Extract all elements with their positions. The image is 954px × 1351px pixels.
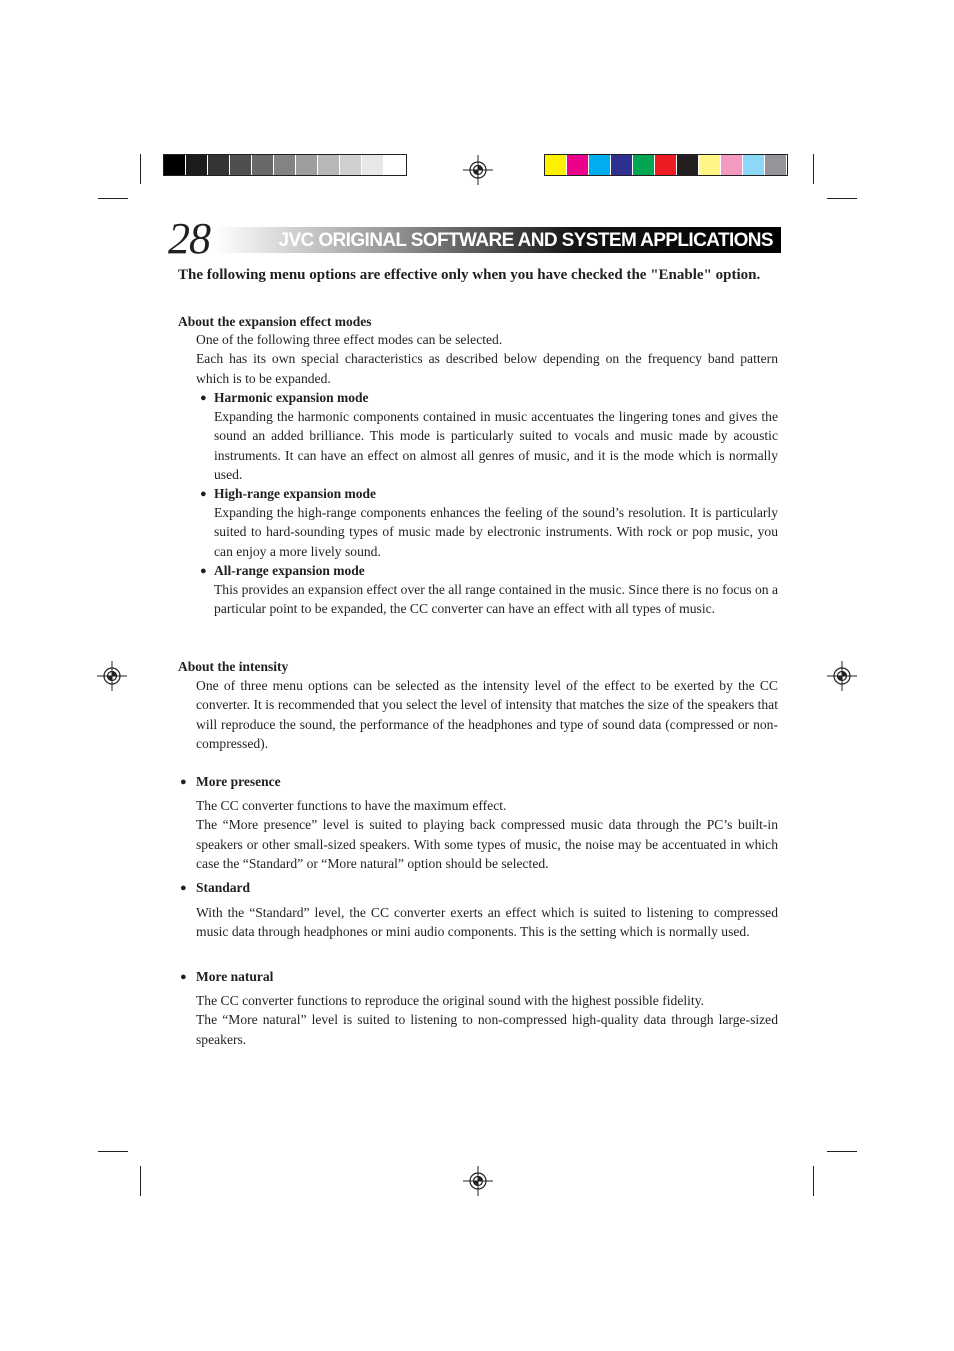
crop-mark-bottom-left-h <box>98 1151 128 1152</box>
crop-mark-bottom-left-v <box>140 1166 141 1196</box>
mode-title: All-range expansion mode <box>214 563 365 578</box>
mode-text-high-range: Expanding the high-range components enhances the feeling of the sound’s resolution. It is particularly suited to hard-sounding types of music made by electronic instruments. With rock or pop music, you can enjoy a more lively sound. <box>214 505 778 559</box>
crop-mark-top-right-v <box>813 154 814 184</box>
mode-heading-all-range <box>200 561 365 581</box>
crop-mark-top-left-h <box>98 198 128 199</box>
color-swatch <box>611 155 633 175</box>
color-swatch <box>633 155 655 175</box>
gray-swatch <box>164 155 186 175</box>
expansion-para-1: One of the following three effect modes can be selected. <box>196 332 503 347</box>
crop-mark-top-right-h <box>827 198 857 199</box>
option-line: The CC converter functions to have the maximum effect. <box>196 798 507 813</box>
color-swatch <box>567 155 589 175</box>
color-swatch <box>545 155 567 175</box>
option-line: With the “Standard” level, the CC converter exerts an effect which is suited to listening to compressed music data through headphones or mini audio components. This is the setting which is normally used. <box>196 905 778 940</box>
gray-swatch <box>252 155 274 175</box>
option-text-standard <box>196 903 778 942</box>
expansion-para-2: Each has its own special characteristics as described below depending on the frequency band pattern which is to be expanded. <box>196 351 778 386</box>
bullet-icon: ● <box>200 392 207 404</box>
option-line: The CC converter functions to reproduce the original sound with the highest possible fidelity. <box>196 993 705 1008</box>
bullet-icon: ● <box>180 971 187 983</box>
section-header-band <box>214 227 781 253</box>
mode-heading-high-range <box>200 484 376 504</box>
option-title: Standard <box>196 880 251 895</box>
mode-title: High-range expansion mode <box>214 486 377 501</box>
gray-swatch <box>340 155 362 175</box>
option-line: The “More natural” level is suited to listening to non-compressed high-quality data through large-sized speakers. <box>196 1012 778 1047</box>
bullet-icon: ● <box>200 488 207 500</box>
registration-crosshair-icon <box>97 661 127 691</box>
intensity-heading: About the intensity <box>178 659 289 674</box>
bullet-icon: ● <box>180 882 187 894</box>
gray-swatch <box>384 155 406 175</box>
gray-swatch <box>362 155 384 175</box>
color-swatch <box>765 155 787 175</box>
option-line: The “More presence” level is suited to playing back compressed music data through the PC’s built-in speakers or other small-sized speakers. With some types of music, the noise may be accentuated in which case the “Standard” or “More natural” option should be selected. <box>196 817 778 872</box>
page-number: 28 <box>168 214 210 263</box>
registration-crosshair-icon <box>463 1166 493 1196</box>
color-swatch <box>589 155 611 175</box>
crop-mark-bottom-right-v <box>813 1166 814 1196</box>
color-swatch <box>743 155 765 175</box>
gray-swatch <box>296 155 318 175</box>
color-calibration-bar <box>544 154 788 176</box>
option-heading-more-natural <box>180 967 273 987</box>
bullet-icon: ● <box>180 776 187 788</box>
expansion-description <box>196 330 778 388</box>
color-swatch <box>677 155 699 175</box>
grayscale-calibration-bar <box>163 154 407 176</box>
mode-text-all-range: This provides an expansion effect over the all range contained in the music. Since there is no focus on a particular point to be expanded, the CC converter can have an effect with all types of music. <box>214 582 778 617</box>
gray-swatch <box>208 155 230 175</box>
option-text-more-natural <box>196 991 778 1049</box>
bullet-icon: ● <box>200 565 207 577</box>
intro-paragraph: The following menu options are effective only when you have checked the "Enable" option. <box>178 267 761 283</box>
color-swatch <box>699 155 721 175</box>
option-text-more-presence <box>196 796 778 874</box>
registration-crosshair-icon <box>463 155 493 185</box>
gray-swatch <box>318 155 340 175</box>
gray-swatch <box>230 155 252 175</box>
crop-mark-top-left-v <box>140 154 141 184</box>
section-title: JVC ORIGINAL SOFTWARE AND SYSTEM APPLICATIONS <box>278 230 773 251</box>
crop-mark-bottom-right-h <box>827 1151 857 1152</box>
expansion-heading: About the expansion effect modes <box>178 314 372 329</box>
gray-swatch <box>274 155 296 175</box>
option-title: More natural <box>196 969 274 984</box>
color-swatch <box>655 155 677 175</box>
mode-text-harmonic: Expanding the harmonic components contained in music accentuates the lingering tones and gives the sound an added brilliance. This mode is particularly suited to vocals and music made by acoustic instruments. It can have an effect on almost all genres of music, and it is the mode which is normally used. <box>214 409 778 483</box>
mode-title: Harmonic expansion mode <box>214 390 369 405</box>
option-heading-standard <box>180 878 250 898</box>
registration-crosshair-icon <box>827 661 857 691</box>
option-heading-more-presence <box>180 772 281 792</box>
intensity-description: One of three menu options can be selected as the intensity level of the effect to be exerted by the CC converter. It is recommended that you select the level of intensity that matches the size of the speakers that will reproduce the sound, the performance of the headphones and type of sound data (compressed or non-compressed). <box>196 678 778 752</box>
option-title: More presence <box>196 774 281 789</box>
color-swatch <box>721 155 743 175</box>
gray-swatch <box>186 155 208 175</box>
mode-heading-harmonic <box>200 388 369 408</box>
